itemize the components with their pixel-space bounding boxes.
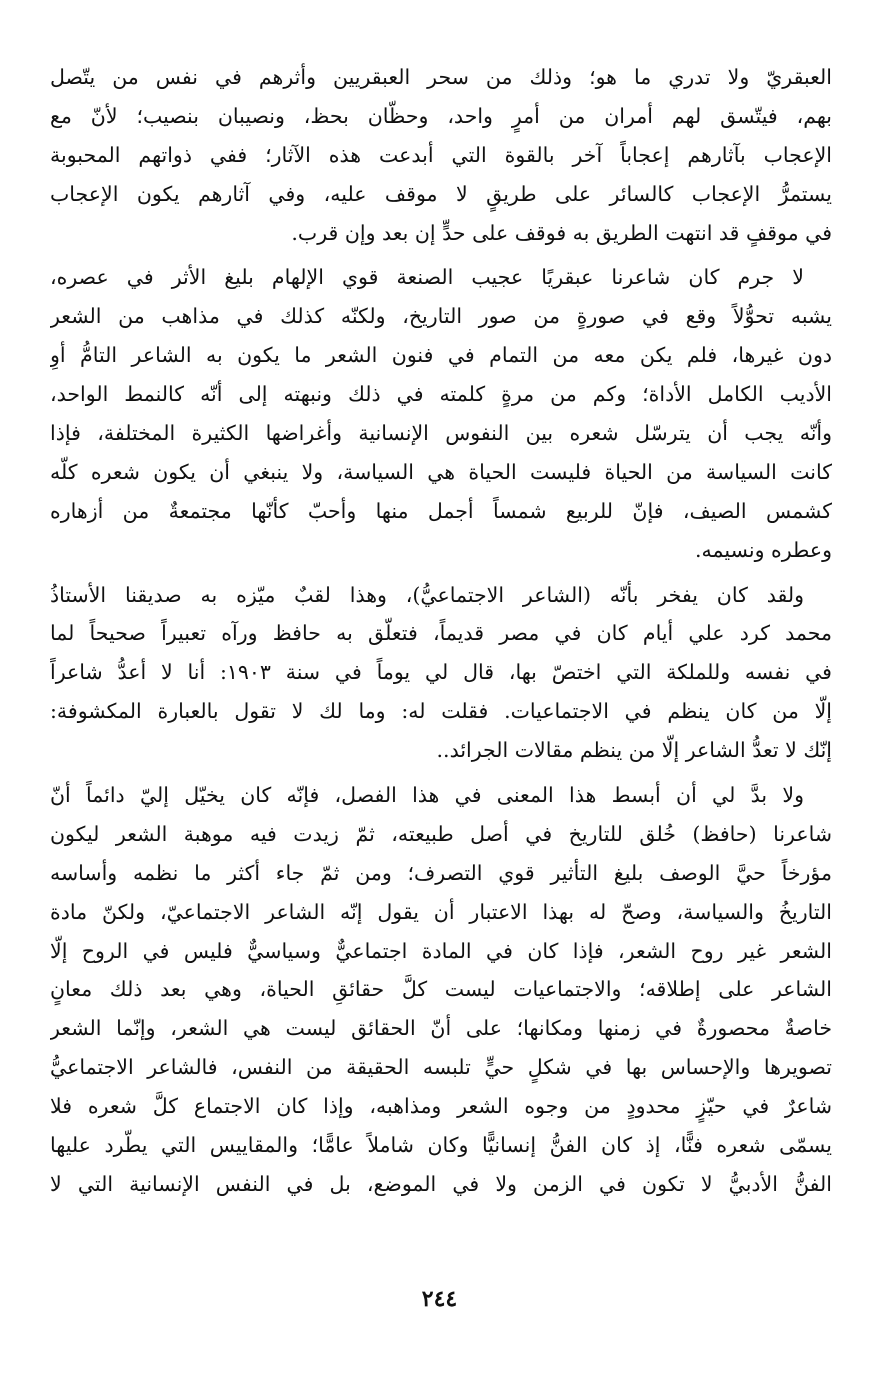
text-line: لا جرم كان شاعرنا عبقريًا عجيب الصنعة قوي الإلهام بليغ الأثر في عصره، <box>50 265 804 290</box>
paragraph-2 <box>50 258 832 569</box>
text-line: يستمرُّ الإعجاب كالسائر على طريقٍ لا موقف عليه، وفي آثارهم يكون الإعجاب <box>50 181 832 206</box>
paragraph-3 <box>50 576 832 770</box>
text-line: إنّك لا تعدُّ الشاعر إلّا من ينظم مقالات الجرائد.. <box>436 738 832 763</box>
text-line: التاريخُ والسياسة، وصحّ له بهذا الاعتبار أن يقول إنّه الشاعر الاجتماعيّ، ولكنّ مادة <box>50 899 832 924</box>
paragraph-1 <box>50 58 832 252</box>
text-line: تصويرها والإحساس بها في شكلٍ حيٍّ تلبسه الحقيقة من النفس، فالشاعر الاجتماعيُّ <box>50 1055 832 1080</box>
text-line: بهم، فيتّسق لهم أمران من أمرٍ واحد، وحظّان بحظ، ونصيبان بنصيب؛ لأنّ مع <box>50 103 832 128</box>
paragraph-4 <box>50 776 832 1204</box>
text-line: ولا بدَّ لي أن أبسط هذا المعنى في هذا الفصل، فإنّه كان يخيّل إليّ دائماً أنّ <box>50 783 804 808</box>
text-line: كشمس الصيف، فإنّ للربيع شمساً أجمل منها وأحبّ كأنّها مجتمعةٌ من أزهاره <box>50 498 832 523</box>
book-page-text <box>50 58 832 1210</box>
text-line: الإعجاب بآثارهم إعجاباً آخر بالقوة التي أبدعت هذه الآثار؛ ففي ذواتهم المحبوبة <box>50 142 832 167</box>
text-line: محمد كرد علي أيام كان في مصر قديماً، فتعلّق به حافظ ورآه تعبيراً صحيحاً لما <box>50 621 832 646</box>
text-line: ولقد كان يفخر بأنّه (الشاعر الاجتماعيُّ)، وهذا لقبٌ ميّزه به صديقنا الأستاذُ <box>50 582 804 607</box>
text-line: مؤرخاً حيَّ الوصف بليغ التأثير قوي التصرف؛ ومن ثمّ جاء أكثر ما نظمه وأساسه <box>50 860 832 885</box>
text-line: في موقفٍ قد انتهت الطريق به فوقف على حدٍّ إن بعد وإن قرب. <box>291 220 832 245</box>
text-line: شاعرٌ في حيّزٍ محدودٍ من وجوه الشعر ومذاهبه، وإذا كان الاجتماع كلَّ شعره فلا <box>50 1094 832 1119</box>
text-line: يسمّى شعره فنًّا، إذ كان الفنُّ إنسانيًّا وكان شاملاً عامًّا؛ والمقاييس التي يطّرد عليها <box>50 1133 832 1158</box>
text-line: يشبه تحوُّلاً وقع في صورةٍ من صور التاريخ، ولكنّه كذلك في مذاهب من الشعر <box>50 304 832 329</box>
text-line: الفنُّ الأدبيُّ لا تكون في الزمن ولا في الموضع، بل في النفس الإنسانية التي لا <box>50 1171 832 1196</box>
text-line: وأنّه يجب أن يترسّل شعره بين النفوس الإنسانية وأغراضها الكثيرة المختلفة، فإذا <box>50 421 832 446</box>
text-line: في نفسه وللملكة التي اختصّ بها، قال لي يوماً في سنة ١٩٠٣: أنا لا أعدُّ شاعراً <box>50 660 832 685</box>
page-number: ٢٤٤ <box>421 1286 458 1312</box>
text-line: شاعرنا (حافظ) خُلق للتاريخ في أصل طبيعته، ثمّ زيدت فيه موهبة الشعر ليكون <box>50 821 832 846</box>
text-line: خاصةٌ محصورةٌ في زمنها ومكانها؛ على أنّ الحقائق ليست هي الشعر، وإنّما الشعر <box>50 1016 832 1041</box>
text-line: الشعر غير روح الشعر، فإذا كان في المادة اجتماعيٌّ وسياسيٌّ فليس في الروح إلّا <box>50 938 832 963</box>
text-line: كانت السياسة من الحياة فليست الحياة هي السياسة، ولا ينبغي أن يكون شعره كلّه <box>50 459 832 484</box>
text-line: إلّا من كان ينظم في الاجتماعيات. فقلت له: وما لك لا تقول بالعبارة المكشوفة: <box>50 699 832 724</box>
text-line: الشاعر على إطلاقه؛ والاجتماعيات ليست كلَّ حقائقِ الحياة، وهي بعد ذلك معانٍ <box>50 977 832 1002</box>
text-line: وعطره ونسيمه. <box>695 537 832 562</box>
text-line: الأديب الكامل الأداة؛ وكم من مرةٍ كلمته في ذلك ونبهته إلى أنّه كالنمط الواحد، <box>50 382 832 407</box>
text-line: العبقريّ ولا تدري ما هو؛ وذلك من سحر العبقريين وأثرهم في نفس من يتّصل <box>50 65 832 89</box>
text-line: دون غيرها، فلم يكن معه من التمام في فنون الشعر ما يكون به الشاعر التامُّ أوِ <box>50 343 832 368</box>
